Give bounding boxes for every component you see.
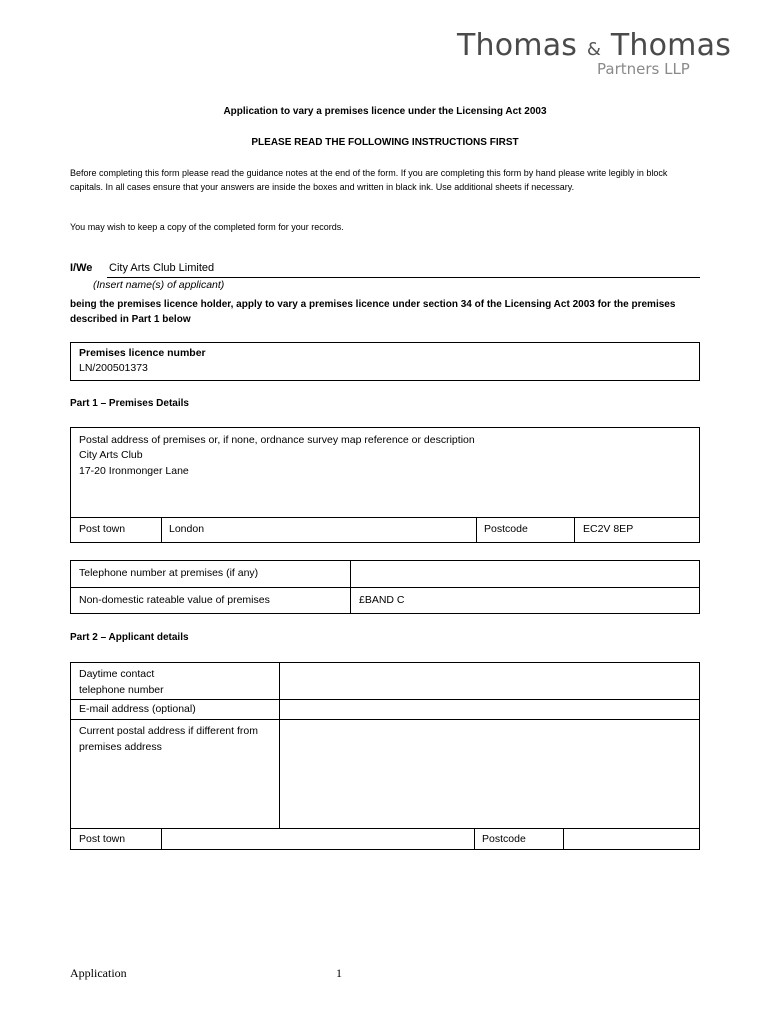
form-title: Application to vary a premises licence under the Licensing Act 2003 bbox=[223, 106, 547, 117]
applicant-post-town-label: Post town bbox=[79, 833, 126, 845]
post-town-value[interactable]: London bbox=[169, 523, 205, 535]
logo-name-left: Thomas bbox=[457, 28, 578, 63]
licence-number-value[interactable]: LN/200501373 bbox=[79, 362, 148, 374]
divider bbox=[474, 828, 475, 849]
post-town-divider bbox=[71, 517, 699, 518]
company-logo bbox=[457, 28, 731, 63]
logo-subtitle: Partners LLP bbox=[597, 60, 690, 78]
applicant-name-value[interactable]: City Arts Club Limited bbox=[109, 262, 215, 274]
premises-phone-label: Telephone number at premises (if any) bbox=[79, 567, 259, 579]
licence-holder-statement: being the premises licence holder, apply to vary a premises licence under section 34 of the Licensing Act 2003 for the premises described in Part 1 below bbox=[70, 299, 676, 325]
divider bbox=[71, 719, 699, 720]
premises-address-line2[interactable]: 17-20 Ironmonger Lane bbox=[79, 465, 189, 477]
divider bbox=[279, 663, 280, 828]
divider bbox=[71, 699, 699, 700]
postcode-label: Postcode bbox=[484, 523, 528, 535]
page-number: 1 bbox=[336, 966, 342, 980]
applicant-details-section bbox=[70, 662, 700, 850]
premises-contact-section bbox=[70, 560, 700, 614]
licence-number-box[interactable] bbox=[70, 342, 700, 381]
part1-heading: Part 1 – Premises Details bbox=[70, 398, 189, 409]
daytime-phone-label: Daytime contact telephone number bbox=[79, 668, 164, 696]
part2-heading: Part 2 – Applicant details bbox=[70, 632, 189, 643]
premises-address-label: Postal address of premises or, if none, ordnance survey map reference or description bbox=[79, 434, 475, 446]
licence-number-label: Premises licence number bbox=[79, 347, 206, 359]
divider bbox=[71, 587, 699, 588]
premises-address-line1[interactable]: City Arts Club bbox=[79, 449, 143, 461]
premises-address-section bbox=[70, 427, 700, 543]
postcode-value[interactable]: EC2V 8EP bbox=[583, 523, 634, 535]
logo-ampersand: & bbox=[586, 39, 602, 60]
applicant-postcode-label: Postcode bbox=[482, 833, 526, 845]
postal-address-label: Current postal address if different from premises address bbox=[79, 725, 258, 753]
email-label: E-mail address (optional) bbox=[79, 703, 196, 715]
divider bbox=[563, 828, 564, 849]
divider bbox=[161, 828, 162, 849]
rateable-value-label: Non-domestic rateable value of premises bbox=[79, 594, 270, 606]
divider bbox=[161, 517, 162, 542]
divider bbox=[574, 517, 575, 542]
applicant-name-row bbox=[70, 262, 700, 278]
instructions-heading: PLEASE READ THE FOLLOWING INSTRUCTIONS FIRST bbox=[251, 137, 519, 148]
applicant-name-underline bbox=[107, 277, 700, 278]
records-note: You may wish to keep a copy of the completed form for your records. bbox=[70, 222, 344, 232]
post-town-label: Post town bbox=[79, 523, 126, 535]
logo-name-right: Thomas bbox=[610, 28, 732, 63]
applicant-name-hint: (Insert name(s) of applicant) bbox=[93, 279, 225, 291]
divider bbox=[350, 561, 351, 613]
divider bbox=[71, 828, 699, 829]
instructions-paragraph: Before completing this form please read the guidance notes at the end of the form. If you are completing this form by hand please write legibly in block capitals. In all cases ensure that your answers are inside the boxes and written in black ink. Use additional sheets if necessary. bbox=[70, 168, 668, 192]
iwe-label: I/We bbox=[70, 262, 93, 274]
footer-label: Application bbox=[70, 966, 127, 980]
rateable-value[interactable]: £BAND C bbox=[359, 594, 405, 606]
divider bbox=[476, 517, 477, 542]
